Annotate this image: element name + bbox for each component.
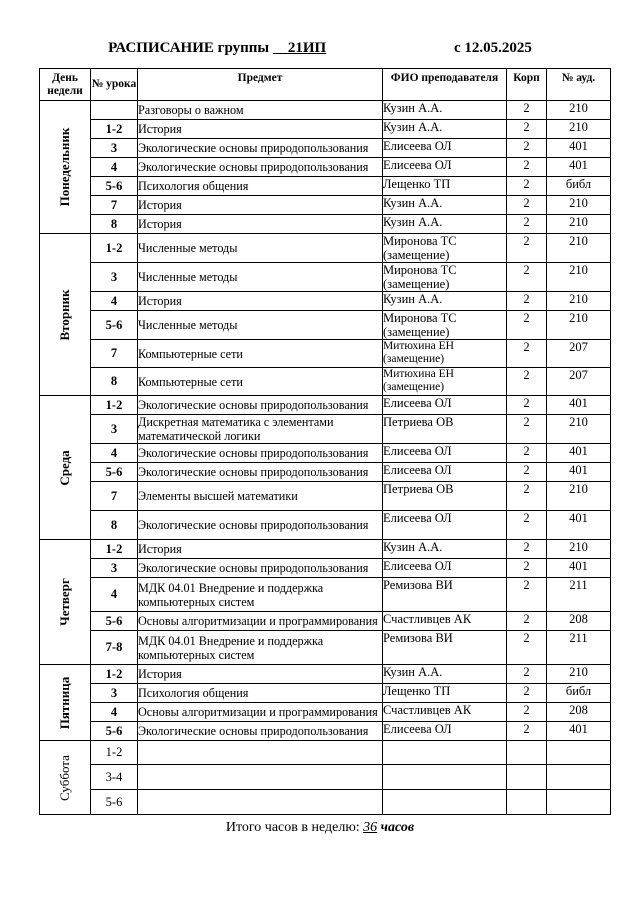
subject-cell: История — [138, 120, 383, 139]
room-cell: 210 — [547, 292, 611, 311]
teacher-cell: Петриева ОВ — [383, 482, 507, 511]
table-row — [40, 101, 611, 120]
room-cell: библ — [547, 684, 611, 703]
table-row — [40, 292, 611, 311]
lesson-number: 1-2 — [91, 120, 138, 139]
subject-cell: Дискретная математика с элементами математической логики — [138, 415, 383, 444]
table-row — [40, 665, 611, 684]
lesson-number — [91, 101, 138, 120]
weekly-total — [0, 820, 640, 836]
day-cell — [40, 540, 91, 665]
teacher-cell: Миронова ТС (замещение) — [383, 311, 507, 340]
teacher-cell: Ремизова ВИ — [383, 631, 507, 665]
subject-cell: Экологические основы природопользования — [138, 559, 383, 578]
teacher-cell: Елисеева ОЛ — [383, 444, 507, 463]
header-row — [40, 69, 611, 101]
teacher-cell — [383, 741, 507, 765]
lesson-number: 1-2 — [91, 665, 138, 684]
table-row — [40, 196, 611, 215]
korp-cell: 2 — [507, 665, 547, 684]
table-row — [40, 684, 611, 703]
total-hours: 36 — [363, 820, 378, 835]
korp-cell: 2 — [507, 368, 547, 396]
lesson-number: 1-2 — [91, 741, 138, 765]
room-cell: 401 — [547, 559, 611, 578]
day-cell — [40, 234, 91, 396]
room-cell: 401 — [547, 396, 611, 415]
korp-cell: 2 — [507, 415, 547, 444]
lesson-number: 3 — [91, 139, 138, 158]
teacher-cell: Елисеева ОЛ — [383, 139, 507, 158]
subject-cell: История — [138, 540, 383, 559]
room-cell — [547, 741, 611, 765]
lesson-number: 3 — [91, 415, 138, 444]
day-cell — [40, 396, 91, 540]
table-row — [40, 703, 611, 722]
lesson-number: 5-6 — [91, 177, 138, 196]
korp-cell: 2 — [507, 158, 547, 177]
korp-cell — [507, 765, 547, 790]
lesson-number: 1-2 — [91, 540, 138, 559]
teacher-cell: Кузин А.А. — [383, 101, 507, 120]
table-row — [40, 368, 611, 396]
room-cell: 208 — [547, 612, 611, 631]
table-row — [40, 765, 611, 790]
lesson-number: 3 — [91, 684, 138, 703]
teacher-cell: Кузин А.А. — [383, 196, 507, 215]
subject-cell — [138, 790, 383, 815]
table-row — [40, 215, 611, 234]
room-cell: 210 — [547, 234, 611, 263]
room-cell: 210 — [547, 263, 611, 292]
teacher-cell: Митюхина ЕН (замещение) — [383, 340, 507, 368]
subject-cell: История — [138, 196, 383, 215]
teacher-cell: Кузин А.А. — [383, 540, 507, 559]
title-prefix: РАСПИСАНИЕ группы — [108, 40, 270, 56]
table-row — [40, 482, 611, 511]
korp-cell: 2 — [507, 684, 547, 703]
page-title — [0, 40, 640, 57]
subject-cell: История — [138, 665, 383, 684]
korp-cell: 2 — [507, 292, 547, 311]
total-prefix: Итого часов в неделю: — [225, 820, 360, 835]
room-cell: 207 — [547, 340, 611, 368]
korp-cell: 2 — [507, 101, 547, 120]
day-cell — [40, 665, 91, 741]
korp-cell: 2 — [507, 215, 547, 234]
room-cell: 210 — [547, 196, 611, 215]
korp-cell: 2 — [507, 234, 547, 263]
col-day: День недели — [40, 69, 91, 101]
korp-cell: 2 — [507, 612, 547, 631]
room-cell: 401 — [547, 722, 611, 741]
korp-cell: 2 — [507, 263, 547, 292]
subject-cell: Разговоры о важном — [138, 101, 383, 120]
lesson-number: 8 — [91, 215, 138, 234]
subject-cell: Экологические основы природопользования — [138, 722, 383, 741]
room-cell: 401 — [547, 463, 611, 482]
lesson-number: 7 — [91, 196, 138, 215]
day-name: Пятница — [57, 676, 72, 729]
teacher-cell: Елисеева ОЛ — [383, 158, 507, 177]
subject-cell: Экологические основы природопользования — [138, 158, 383, 177]
lesson-number: 3-4 — [91, 765, 138, 790]
table-row — [40, 263, 611, 292]
teacher-cell: Елисеева ОЛ — [383, 511, 507, 540]
table-row — [40, 578, 611, 612]
korp-cell: 2 — [507, 463, 547, 482]
subject-cell: Компьютерные сети — [138, 340, 383, 368]
korp-cell: 2 — [507, 703, 547, 722]
total-suffix: часов — [380, 820, 415, 835]
col-teacher: ФИО преподавателя — [383, 69, 507, 101]
teacher-cell: Лещенко ТП — [383, 684, 507, 703]
lesson-number: 8 — [91, 511, 138, 540]
subject-cell: Психология общения — [138, 177, 383, 196]
teacher-cell: Елисеева ОЛ — [383, 559, 507, 578]
room-cell: 401 — [547, 511, 611, 540]
col-room: № ауд. — [547, 69, 611, 101]
korp-cell: 2 — [507, 540, 547, 559]
subject-cell: Основы алгоритмизации и программирования — [138, 703, 383, 722]
day-cell — [40, 741, 91, 815]
room-cell — [547, 790, 611, 815]
day-name: Четверг — [57, 578, 72, 626]
subject-cell: Численные методы — [138, 311, 383, 340]
korp-cell: 2 — [507, 511, 547, 540]
subject-cell: Основы алгоритмизации и программирования — [138, 612, 383, 631]
room-cell: 210 — [547, 311, 611, 340]
room-cell: 210 — [547, 101, 611, 120]
room-cell: 401 — [547, 158, 611, 177]
korp-cell: 2 — [507, 177, 547, 196]
korp-cell: 2 — [507, 578, 547, 612]
table-row — [40, 158, 611, 177]
teacher-cell: Лещенко ТП — [383, 177, 507, 196]
lesson-number: 4 — [91, 292, 138, 311]
table-row — [40, 234, 611, 263]
table-row — [40, 120, 611, 139]
lesson-number: 5-6 — [91, 722, 138, 741]
lesson-number: 1-2 — [91, 396, 138, 415]
lesson-number: 3 — [91, 263, 138, 292]
lesson-number: 4 — [91, 578, 138, 612]
lesson-number: 1-2 — [91, 234, 138, 263]
table-row — [40, 631, 611, 665]
subject-cell: Численные методы — [138, 263, 383, 292]
teacher-cell — [383, 790, 507, 815]
room-cell: 210 — [547, 665, 611, 684]
table-row — [40, 340, 611, 368]
teacher-cell: Миронова ТС (замещение) — [383, 263, 507, 292]
lesson-number: 8 — [91, 368, 138, 396]
subject-cell: История — [138, 292, 383, 311]
col-subject: Предмет — [138, 69, 383, 101]
schedule-table — [39, 68, 611, 815]
room-cell: 208 — [547, 703, 611, 722]
subject-cell: История — [138, 215, 383, 234]
table-row — [40, 139, 611, 158]
room-cell: 210 — [547, 415, 611, 444]
subject-cell: Экологические основы природопользования — [138, 444, 383, 463]
teacher-cell: Кузин А.А. — [383, 665, 507, 684]
table-row — [40, 559, 611, 578]
subject-cell: МДК 04.01 Внедрение и поддержка компьютерных систем — [138, 631, 383, 665]
teacher-cell: Счастливцев АК — [383, 612, 507, 631]
korp-cell: 2 — [507, 559, 547, 578]
table-row — [40, 444, 611, 463]
teacher-cell — [383, 765, 507, 790]
korp-cell: 2 — [507, 196, 547, 215]
col-korp: Корп — [507, 69, 547, 101]
korp-cell — [507, 790, 547, 815]
table-row — [40, 511, 611, 540]
lesson-number: 7 — [91, 482, 138, 511]
teacher-cell: Ремизова ВИ — [383, 578, 507, 612]
table-row — [40, 741, 611, 765]
korp-cell: 2 — [507, 482, 547, 511]
room-cell: 401 — [547, 139, 611, 158]
korp-cell: 2 — [507, 631, 547, 665]
room-cell: 207 — [547, 368, 611, 396]
subject-cell — [138, 741, 383, 765]
table-row — [40, 396, 611, 415]
subject-cell: Численные методы — [138, 234, 383, 263]
day-name: Понедельник — [57, 127, 72, 207]
day-name: Суббота — [57, 754, 72, 801]
schedule-date: с 12.05.2025 — [453, 40, 532, 56]
table-row — [40, 311, 611, 340]
subject-cell: Экологические основы природопользования — [138, 463, 383, 482]
subject-cell: Экологические основы природопользования — [138, 511, 383, 540]
table-row — [40, 177, 611, 196]
lesson-number: 5-6 — [91, 612, 138, 631]
korp-cell: 2 — [507, 139, 547, 158]
lesson-number: 4 — [91, 444, 138, 463]
korp-cell: 2 — [507, 311, 547, 340]
col-num: № урока — [91, 69, 138, 101]
room-cell: 210 — [547, 540, 611, 559]
room-cell: 211 — [547, 631, 611, 665]
subject-cell: Компьютерные сети — [138, 368, 383, 396]
subject-cell: Элементы высшей математики — [138, 482, 383, 511]
lesson-number: 5-6 — [91, 463, 138, 482]
teacher-cell: Елисеева ОЛ — [383, 463, 507, 482]
teacher-cell: Кузин А.А. — [383, 120, 507, 139]
table-row — [40, 722, 611, 741]
subject-cell: Экологические основы природопользования — [138, 139, 383, 158]
lesson-number: 4 — [91, 703, 138, 722]
subject-cell: МДК 04.01 Внедрение и поддержка компьютерных систем — [138, 578, 383, 612]
korp-cell: 2 — [507, 340, 547, 368]
subject-cell — [138, 765, 383, 790]
teacher-cell: Елисеева ОЛ — [383, 396, 507, 415]
subject-cell: Психология общения — [138, 684, 383, 703]
day-name: Среда — [57, 449, 72, 486]
room-cell: 401 — [547, 444, 611, 463]
lesson-number: 5-6 — [91, 790, 138, 815]
table-row — [40, 463, 611, 482]
teacher-cell: Елисеева ОЛ — [383, 722, 507, 741]
teacher-cell: Петриева ОВ — [383, 415, 507, 444]
subject-cell: Экологические основы природопользования — [138, 396, 383, 415]
lesson-number: 4 — [91, 158, 138, 177]
teacher-cell: Митюхина ЕН (замещение) — [383, 368, 507, 396]
lesson-number: 5-6 — [91, 311, 138, 340]
group-name: 21ИП — [287, 40, 327, 56]
table-row — [40, 790, 611, 815]
table-row — [40, 540, 611, 559]
korp-cell — [507, 741, 547, 765]
korp-cell: 2 — [507, 444, 547, 463]
day-cell — [40, 101, 91, 234]
teacher-cell: Кузин А.А. — [383, 292, 507, 311]
room-cell: 210 — [547, 215, 611, 234]
teacher-cell: Миронова ТС (замещение) — [383, 234, 507, 263]
table-row — [40, 415, 611, 444]
korp-cell: 2 — [507, 120, 547, 139]
table-row — [40, 612, 611, 631]
room-cell: библ — [547, 177, 611, 196]
room-cell: 211 — [547, 578, 611, 612]
korp-cell: 2 — [507, 722, 547, 741]
room-cell — [547, 765, 611, 790]
lesson-number: 7-8 — [91, 631, 138, 665]
korp-cell: 2 — [507, 396, 547, 415]
room-cell: 210 — [547, 482, 611, 511]
teacher-cell: Кузин А.А. — [383, 215, 507, 234]
room-cell: 210 — [547, 120, 611, 139]
teacher-cell: Счастливцев АК — [383, 703, 507, 722]
lesson-number: 7 — [91, 340, 138, 368]
day-name: Вторник — [57, 288, 72, 341]
lesson-number: 3 — [91, 559, 138, 578]
